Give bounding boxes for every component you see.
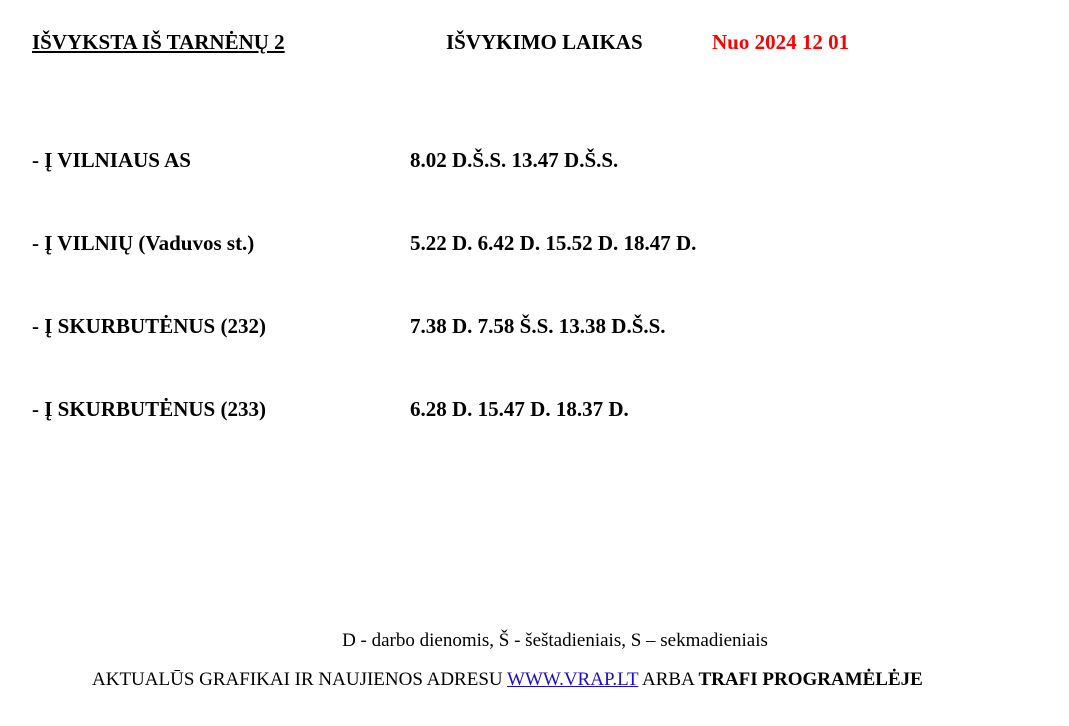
route-row	[0, 148, 1069, 178]
footer-middle: ARBA	[638, 669, 699, 690]
header-departs-from: IŠVYKSTA IŠ TARNĖNŲ 2	[32, 30, 285, 54]
website-link[interactable]: WWW.VRAP.LT	[507, 669, 639, 690]
route-row	[0, 397, 1069, 427]
legend-text: D - darbo dienomis, Š - šeštadieniais, S – sekmadieniais	[342, 630, 768, 651]
header-departure-time-label: IŠVYKIMO LAIKAS	[446, 30, 643, 54]
route-destination: - Į VILNIŲ (Vaduvos st.)	[32, 231, 255, 255]
header-valid-from: Nuo 2024 12 01	[712, 30, 850, 54]
route-times: 6.28 D. 15.47 D. 18.37 D.	[410, 397, 629, 421]
route-destination: - Į SKURBUTĖNUS (233)	[32, 397, 266, 421]
route-row	[0, 231, 1069, 261]
route-times: 7.38 D. 7.58 Š.S. 13.38 D.Š.S.	[410, 314, 666, 338]
route-times: 8.02 D.Š.S. 13.47 D.Š.S.	[410, 148, 619, 172]
footer-app-name: TRAFI PROGRAMĖLĖJE	[698, 669, 923, 690]
route-row	[0, 314, 1069, 344]
footer-prefix: AKTUALŪS GRAFIKAI IR NAUJIENOS ADRESU	[92, 669, 508, 690]
footer-note	[92, 669, 923, 691]
route-times: 5.22 D. 6.42 D. 15.52 D. 18.47 D.	[410, 231, 697, 255]
route-destination: - Į SKURBUTĖNUS (232)	[32, 314, 266, 338]
route-destination: - Į VILNIAUS AS	[32, 148, 191, 172]
